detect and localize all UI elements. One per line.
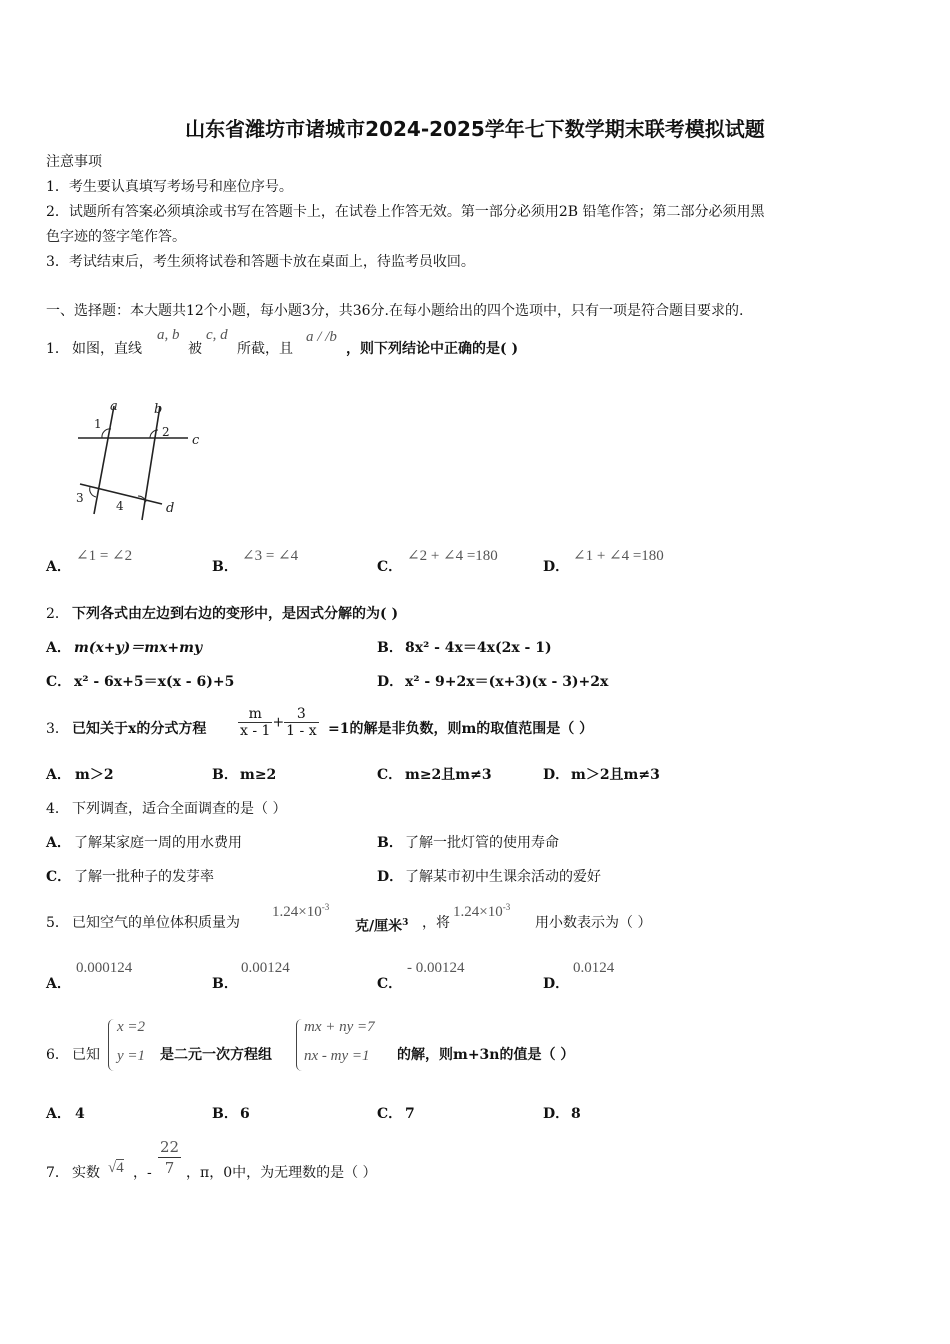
option-label: A． (46, 640, 71, 656)
math-expression (453, 902, 510, 921)
section-heading: 一、选择题：本大题共12个小题，每小题3分，共36分.在每小题给出的四个选项中，只有一项是符合题目要求的. (46, 303, 744, 319)
option-label: B． (212, 559, 238, 575)
question-text: 如图，直线 (72, 341, 142, 357)
fraction-denominator: 1 - x (286, 723, 317, 739)
option-label: C． (377, 767, 403, 783)
plus-sign: + (272, 714, 285, 731)
math-expression: c, d (206, 327, 228, 343)
question-text: ，- (133, 1165, 152, 1181)
angle-label-2: 2 (162, 425, 170, 439)
option-label: D． (377, 869, 404, 885)
fraction (158, 1137, 181, 1178)
fraction-numerator: m (238, 706, 272, 723)
unit-exponent: 3 (402, 918, 409, 928)
question-text: 已知空气的单位体积质量为 (72, 915, 240, 931)
question-text: ，则下列结论中正确的是( ) (346, 341, 519, 357)
option-text: m(x+y)＝mx+my (74, 640, 203, 656)
exponent: -3 (502, 902, 511, 912)
fraction-numerator: 3 (284, 706, 318, 723)
system-brace (296, 1019, 303, 1071)
question-number: 6． (46, 1047, 69, 1063)
option-label: B． (212, 767, 238, 783)
option-text: 0.0124 (573, 960, 615, 976)
question-text: ，π，0中，为无理数的是（ ） (186, 1165, 377, 1181)
square-root: √4 (108, 1160, 124, 1176)
option-label: B． (377, 835, 403, 851)
equation-line: y =1 (117, 1048, 146, 1064)
radicand: 4 (116, 1160, 124, 1176)
option-text: 7 (405, 1106, 415, 1122)
option-label: C． (377, 1106, 403, 1122)
notice-item: 色字迹的签字笔作答。 (46, 229, 186, 245)
question-number: 7． (46, 1165, 69, 1181)
equation-line: x =2 (117, 1019, 146, 1035)
line-label-a: a (110, 399, 118, 414)
question-text: =1的解是非负数，则m的取值范围是（ ） (328, 721, 594, 737)
option-label: D． (543, 1106, 570, 1122)
option-text: m≥2 (240, 767, 277, 783)
option-label: C． (46, 869, 72, 885)
equation-line: nx - my =1 (304, 1048, 370, 1064)
option-label: C． (377, 559, 403, 575)
notice-item: 2．试题所有答案必须填涂或书写在答题卡上，在试卷上作答无效。第一部分必须用2B 铅笔作答；第二部分必须用黑 (46, 204, 765, 220)
option-text: 了解一批种子的发芽率 (74, 869, 214, 885)
option-label: A． (46, 559, 71, 575)
option-label: B． (212, 1106, 238, 1122)
option-label: C． (46, 674, 72, 690)
scientific-mantissa: 1.24×10 (453, 904, 503, 920)
exponent: -3 (321, 902, 330, 912)
question-text: 已知 (72, 1047, 100, 1063)
option-text: m＞2且m≠3 (571, 767, 660, 783)
question-text: 所截，且 (237, 341, 293, 357)
fraction-denominator: 7 (164, 1159, 175, 1177)
unit-text: 克/厘米 (355, 918, 403, 935)
question-text: 已知关于x的分式方程 (72, 721, 207, 737)
question-text: ，将 (422, 915, 450, 931)
option-text: 0.00124 (241, 960, 290, 976)
page-title: 山东省潍坊市诸城市2024-2025学年七下数学期末联考模拟试题 (185, 117, 765, 141)
option-text: - 0.00124 (407, 960, 465, 976)
option-text: 了解某市初中生课余活动的爱好 (405, 869, 601, 885)
option-label: D． (377, 674, 404, 690)
question-number: 4． (46, 801, 69, 817)
question-text: 是二元一次方程组 (160, 1047, 272, 1063)
option-label: B． (377, 640, 403, 656)
fraction-denominator: x - 1 (240, 723, 271, 739)
question-text: 下列调查，适合全面调查的是（ ） (72, 801, 287, 817)
scientific-mantissa: 1.24×10 (272, 904, 322, 920)
option-label: D． (543, 767, 570, 783)
question-text (355, 913, 408, 937)
option-label: D． (543, 976, 570, 992)
question-text: 实数 (72, 1165, 100, 1181)
question-number: 5． (46, 915, 69, 931)
option-label: A． (46, 767, 71, 783)
math-expression: a, b (157, 327, 180, 343)
notice-item: 1．考生要认真填写考场号和座位序号。 (46, 179, 293, 195)
question-text: 被 (188, 341, 202, 357)
option-text: 8 (571, 1106, 581, 1122)
option-label: A． (46, 1106, 71, 1122)
option-text: ∠1 + ∠4 =180 (573, 548, 664, 564)
math-expression: a / /b (306, 329, 337, 345)
option-text: 了解一批灯管的使用寿命 (405, 835, 559, 851)
option-text: 了解某家庭一周的用水费用 (74, 835, 242, 851)
option-label: D． (543, 559, 570, 575)
question-number: 3． (46, 721, 69, 737)
angle-label-3: 3 (76, 491, 84, 505)
option-text: x² - 6x+5＝x(x - 6)+5 (74, 674, 235, 690)
option-text: 6 (240, 1106, 250, 1122)
angle-label-1: 1 (94, 417, 102, 431)
question-number: 1． (46, 341, 69, 357)
notice-item: 3．考试结束后，考生须将试卷和答题卡放在桌面上，待监考员收回。 (46, 254, 475, 270)
option-text: 4 (75, 1106, 85, 1122)
fraction (238, 706, 319, 739)
question-number: 2． (46, 606, 69, 622)
option-text: ∠2 + ∠4 =180 (407, 548, 498, 564)
option-text: m＞2 (75, 767, 114, 783)
system-brace (108, 1019, 115, 1071)
option-text: x² - 9+2x＝(x+3)(x - 3)+2x (405, 674, 609, 690)
notice-heading: 注意事项 (46, 154, 102, 170)
option-text: 0.000124 (76, 960, 133, 976)
line-label-b: b (154, 402, 163, 417)
math-expression (272, 902, 329, 921)
option-text: m≥2且m≠3 (405, 767, 492, 783)
question-text: 用小数表示为（ ） (535, 915, 652, 931)
fraction-numerator: 22 (160, 1138, 180, 1156)
question-text: 的解，则m+3n的值是（ ） (397, 1047, 575, 1063)
option-text: ∠3 = ∠4 (242, 548, 299, 564)
option-text: 8x² - 4x＝4x(2x - 1) (405, 640, 552, 656)
line-label-c: c (192, 433, 200, 448)
line-label-d: d (166, 501, 175, 516)
option-text: ∠1 = ∠2 (76, 548, 133, 564)
option-label: A． (46, 976, 71, 992)
option-label: A． (46, 835, 71, 851)
parallel-lines-figure (66, 392, 216, 524)
equation-line: mx + ny =7 (304, 1019, 375, 1035)
angle-label-4: 4 (116, 499, 124, 513)
option-label: C． (377, 976, 403, 992)
question-text: 下列各式由左边到右边的变形中，是因式分解的为( ) (72, 606, 399, 622)
option-label: B． (212, 976, 238, 992)
